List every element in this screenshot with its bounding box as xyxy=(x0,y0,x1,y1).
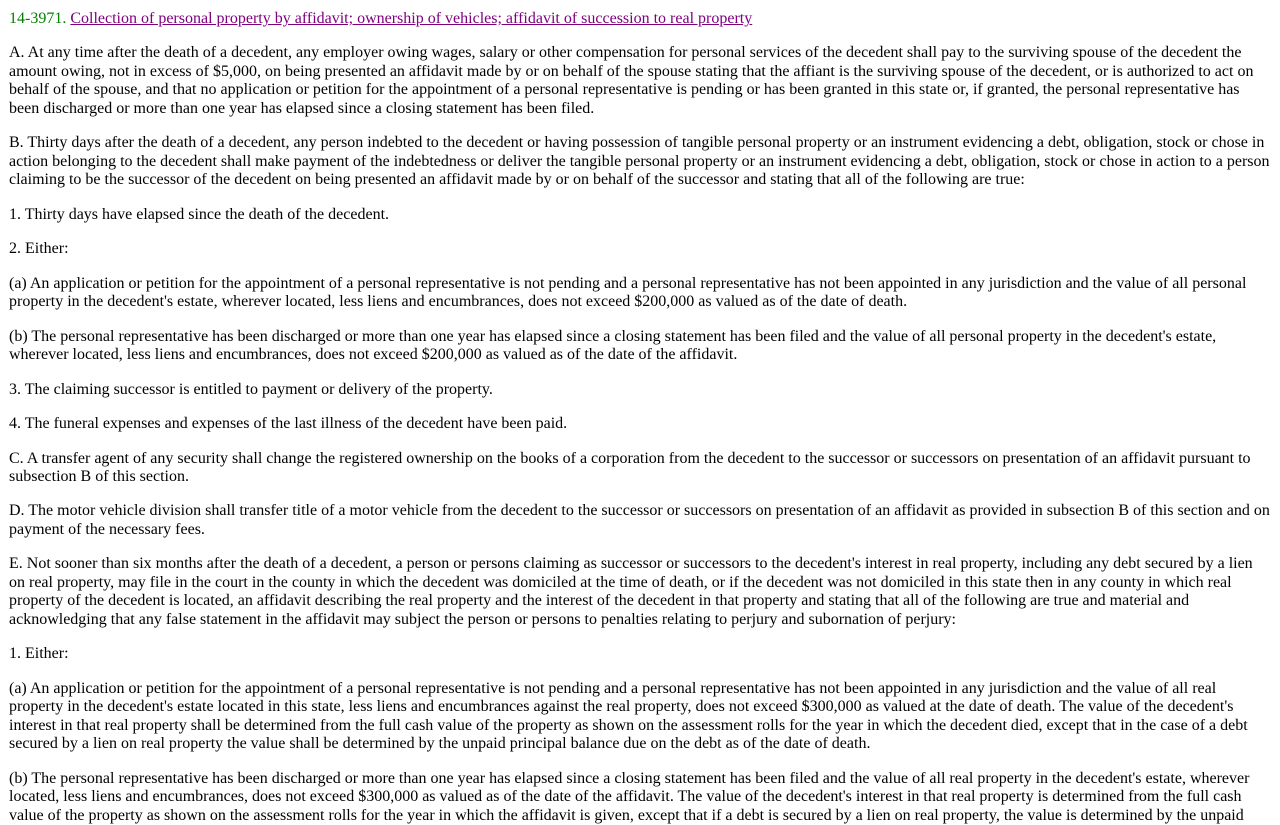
item-b4: 4. The funeral expenses and expenses of the last illness of the decedent have been paid. xyxy=(9,415,568,433)
paragraph-e: E. Not sooner than six months after the death of a decedent, a person or persons claiming as successor or successors to the decedent's interest in real property, including any debt secured by a lien on real property, may file in the court in the county in which the decedent was domiciled at the time of death, or if the decedent was not domiciled in this state then in any county in which real property of the decedent is located, an affidavit describing the real property and the interest of the decedent in that property and stating that all of the following are true and material and acknowledging that any false statement in the affidavit may subject the person or persons to penalties relating to perjury and subornation of perjury: xyxy=(9,555,1253,628)
item-b2a: (a) An application or petition for the appointment of a personal representative is not pending and a personal representative has not been appointed in any jurisdiction and the value of all personal property in the decedent's estate, wherever located, less liens and encumbrances, does not exceed $200,000 as valued as of the date of death. xyxy=(9,274,1247,311)
item-b2: 2. Either: xyxy=(9,240,69,258)
item-e1b: (b) The personal representative has been discharged or more than one year has elapsed since a closing statement has been filed and the value of all real property in the decedent's estate, wherever located, less liens and encumbrances, does not exceed $300,000 as valued as of the date of the affidavit. The value of the decedent's interest in that real property is determined from the full cash value of the property as shown on the assessment rolls for the year in which the affidavit is given, except that if a debt is secured by a lien on real property, the value is determined by the unpaid xyxy=(9,769,1250,824)
statute-heading xyxy=(9,10,1271,28)
item-b1: 1. Thirty days have elapsed since the death of the decedent. xyxy=(9,205,390,223)
paragraph-a: A. At any time after the death of a decedent, any employer owing wages, salary or other compensation for personal services of the decedent shall pay to the surviving spouse of the decedent the amount owing, not in excess of $5,000, on being presented an affidavit made by or on behalf of the spouse stating that the affiant is the surviving spouse of the decedent, or is authorized to act on behalf of the spouse, and that no application or petition for the appointment of a personal representative is pending or has been granted in this state or, if granted, the personal representative has been discharged or more than one year has elapsed since a closing statement has been filed. xyxy=(9,44,1254,117)
item-b2b: (b) The personal representative has been discharged or more than one year has elapsed since a closing statement has been filed and the value of all personal property in the decedent's estate, wherever located, less liens and encumbrances, does not exceed $200,000 as valued as of the date of the affidavit. xyxy=(9,327,1217,364)
paragraph-c: C. A transfer agent of any security shall change the registered ownership on the books of a corporation from the decedent to the successor or successors on presentation of an affidavit pursuant to subsection B of this section. xyxy=(9,449,1251,485)
paragraph-d: D. The motor vehicle division shall transfer title of a motor vehicle from the decedent to the successor or successors on presentation of an affidavit as provided in subsection B of this section and on payment of the necessary fees. xyxy=(9,502,1270,538)
paragraph-b: B. Thirty days after the death of a decedent, any person indebted to the decedent or having possession of tangible personal property or an instrument evidencing a debt, obligation, stock or chose in action belonging to the decedent shall make payment of the indebtedness or deliver the tangible personal property or an instrument evidencing a debt, obligation, stock or chose in action to a person claiming to be the successor of the decedent on being presented an affidavit made by or on behalf of the successor and stating that all of the following are true: xyxy=(9,134,1270,189)
item-e1a: (a) An application or petition for the appointment of a personal representative is not pending and a personal representative has not been appointed in any jurisdiction and the value of all real property in the decedent's estate located in this state, less liens and encumbrances against the real property, does not exceed $300,000 as valued at the date of death. The value of the decedent's interest in that real property shall be determined from the full cash value of the property as shown on the assessment rolls for the year in which the decedent died, except that in the case of a debt secured by a lien on real property the value shall be determined by the unpaid principal balance due on the debt as of the date of death. xyxy=(9,679,1248,753)
item-e1: 1. Either: xyxy=(9,645,69,663)
statute-title-link[interactable]: Collection of personal property by affidavit; ownership of vehicles; affidavit of succession to real property xyxy=(70,10,753,27)
section-number: 14-3971. xyxy=(9,10,67,27)
item-b3: 3. The claiming successor is entitled to payment or delivery of the property. xyxy=(9,380,493,398)
